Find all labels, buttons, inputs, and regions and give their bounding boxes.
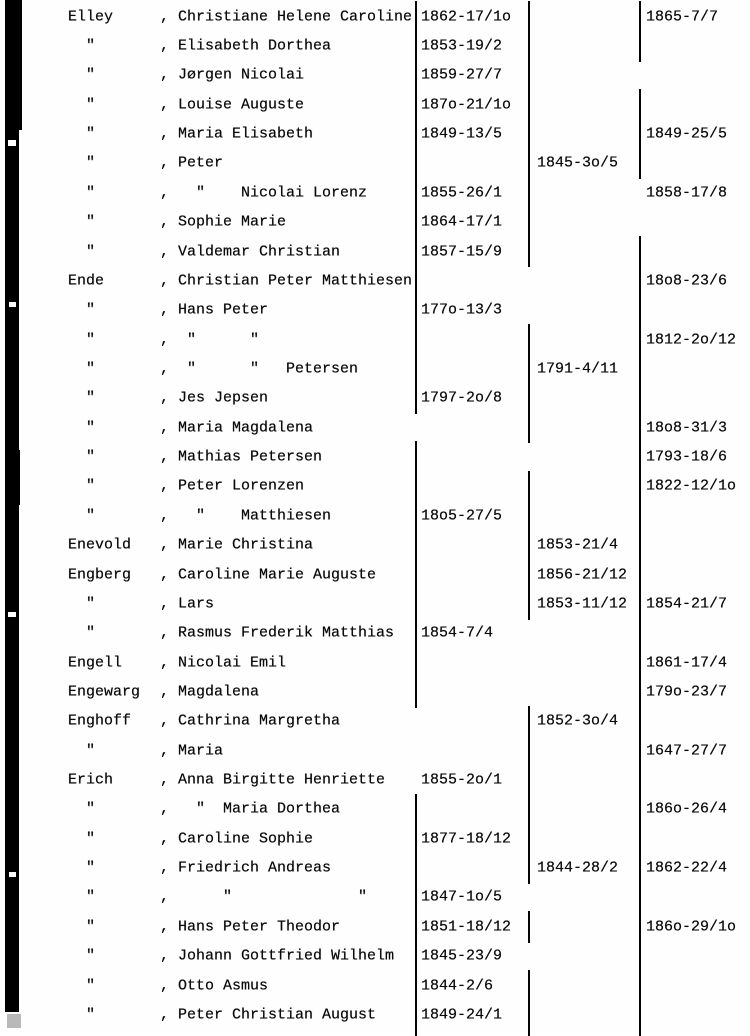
date-cell-3: 1822-12/1o xyxy=(646,477,737,495)
given-name-cell: , " " xyxy=(160,331,260,349)
column-divider xyxy=(639,647,641,678)
table-row xyxy=(0,912,750,941)
date-cell-2: 1852-3o/4 xyxy=(537,712,619,730)
column-divider xyxy=(528,794,530,825)
table-row xyxy=(0,501,750,530)
given-name-cell: , Sophie Marie xyxy=(160,213,287,231)
column-divider xyxy=(415,823,417,854)
given-name-cell: , Maria Magdalena xyxy=(160,419,314,437)
column-divider xyxy=(415,148,417,179)
column-divider xyxy=(528,764,530,795)
column-divider xyxy=(415,941,417,972)
date-cell-1: 177o-13/3 xyxy=(421,301,503,319)
surname-cell: Enevold xyxy=(68,536,132,554)
table-row xyxy=(0,149,750,178)
date-cell-1: 1851-18/12 xyxy=(421,918,512,936)
given-name-cell: , Peter Christian August xyxy=(160,1006,377,1024)
given-name-cell: , Jes Jepsen xyxy=(160,389,269,407)
column-divider xyxy=(639,559,641,590)
table-row xyxy=(0,971,750,1000)
table-row xyxy=(0,90,750,119)
column-divider xyxy=(639,118,641,149)
date-cell-1: 1877-18/12 xyxy=(421,830,512,848)
surname-cell: " xyxy=(68,125,96,143)
given-name-cell: , Elisabeth Dorthea xyxy=(160,37,332,55)
surname-cell: " xyxy=(68,66,96,84)
column-divider xyxy=(415,999,417,1030)
surname-cell: " xyxy=(68,96,96,114)
table-row xyxy=(0,589,750,618)
given-name-cell: , Magdalena xyxy=(160,683,260,701)
surname-cell: " xyxy=(68,37,96,55)
column-divider xyxy=(528,706,530,737)
table-row xyxy=(0,1000,750,1029)
surname-cell: " xyxy=(68,830,96,848)
column-divider xyxy=(639,911,641,942)
date-cell-3: 1812-2o/12 xyxy=(646,331,737,349)
column-divider xyxy=(639,265,641,296)
surname-cell: " xyxy=(68,507,96,525)
column-divider xyxy=(415,1,417,32)
table-row xyxy=(0,942,750,971)
column-divider xyxy=(639,383,641,414)
table-row xyxy=(0,1030,750,1035)
date-cell-3: 1647-27/7 xyxy=(646,742,728,760)
given-name-cell: , " Matthiesen xyxy=(160,507,332,525)
date-cell-2: 1853-11/12 xyxy=(537,595,628,613)
column-divider xyxy=(415,265,417,296)
column-divider xyxy=(415,852,417,883)
column-divider xyxy=(639,500,641,531)
surname-cell: " xyxy=(68,800,96,818)
table-row xyxy=(0,325,750,354)
column-divider xyxy=(639,823,641,854)
surname-cell: " xyxy=(68,947,96,965)
given-name-cell: , Johann Gottfried Wilhelm xyxy=(160,947,395,965)
surname-cell: " xyxy=(68,331,96,349)
column-divider xyxy=(528,970,530,1001)
given-name-cell: , Marie Christina xyxy=(160,536,314,554)
date-cell-1: 1845-23/9 xyxy=(421,947,503,965)
date-cell-1: 1854-7/4 xyxy=(421,624,494,642)
column-divider xyxy=(639,471,641,502)
given-name-cell: , " " Petersen xyxy=(160,360,359,378)
table-row xyxy=(0,384,750,413)
date-cell-1: 1864-17/1 xyxy=(421,213,503,231)
table-row xyxy=(0,677,750,706)
surname-cell: " xyxy=(68,918,96,936)
column-divider xyxy=(415,236,417,267)
date-cell-2: 1856-21/12 xyxy=(537,566,628,583)
given-name-cell: , " " xyxy=(160,888,368,906)
column-divider xyxy=(415,559,417,590)
column-divider xyxy=(415,794,417,825)
column-divider xyxy=(415,500,417,531)
column-divider xyxy=(639,794,641,825)
given-name-cell: , Mathias Petersen xyxy=(160,448,323,466)
column-divider xyxy=(415,353,417,384)
column-divider xyxy=(528,735,530,766)
column-divider xyxy=(415,60,417,91)
column-divider xyxy=(415,676,417,707)
given-name-cell: , Valdemar Christian xyxy=(160,243,341,261)
column-divider xyxy=(528,588,530,619)
surname-cell: " xyxy=(68,1006,96,1024)
column-divider xyxy=(639,529,641,560)
table-row xyxy=(0,530,750,559)
column-divider xyxy=(639,970,641,1001)
date-cell-2: 1853-21/4 xyxy=(537,536,619,554)
surname-cell: " xyxy=(68,154,96,172)
column-divider xyxy=(639,441,641,472)
column-divider xyxy=(415,882,417,913)
column-divider xyxy=(415,177,417,208)
column-divider xyxy=(415,529,417,560)
date-cell-1: 187o-21/1o xyxy=(421,96,512,114)
date-cell-2: 1845-3o/5 xyxy=(537,154,619,172)
table-row xyxy=(0,178,750,207)
column-divider xyxy=(528,60,530,91)
table-row xyxy=(0,2,750,31)
column-divider xyxy=(528,148,530,179)
surname-cell: " xyxy=(68,859,96,877)
given-name-cell: , Nicolai Emil xyxy=(160,654,287,672)
date-cell-3: 18o8-23/6 xyxy=(646,272,728,290)
surname-cell: " xyxy=(68,419,96,437)
column-divider xyxy=(639,941,641,972)
given-name-cell: , Hans Peter xyxy=(160,301,269,319)
column-divider xyxy=(415,1029,417,1036)
column-divider xyxy=(528,823,530,854)
date-cell-1: 1862-17/1o xyxy=(421,8,512,26)
given-name-cell: , Hans Peter Theodor xyxy=(160,918,341,936)
surname-cell: " xyxy=(68,448,96,466)
column-divider xyxy=(415,647,417,678)
column-divider xyxy=(528,30,530,61)
date-cell-1: 1857-15/9 xyxy=(421,243,503,261)
given-name-cell: , Peter Lorenzen xyxy=(160,477,305,495)
column-divider xyxy=(639,735,641,766)
date-cell-3: 186o-26/4 xyxy=(646,800,728,818)
date-cell-3: 186o-29/1o xyxy=(646,918,737,936)
date-cell-3: 1849-25/5 xyxy=(646,125,728,143)
date-cell-3: 1854-21/7 xyxy=(646,595,728,613)
column-divider xyxy=(415,588,417,619)
date-cell-1: 1844-2/6 xyxy=(421,977,494,995)
table-row xyxy=(0,266,750,295)
surname-cell: Enghoff xyxy=(68,712,132,730)
column-divider xyxy=(415,471,417,502)
given-name-cell: , Christiane Helene Caroline xyxy=(160,8,413,26)
column-divider xyxy=(415,89,417,120)
surname-cell: Elley xyxy=(68,8,114,26)
date-cell-3: 1862-22/4 xyxy=(646,859,728,877)
column-divider xyxy=(415,30,417,61)
table-row xyxy=(0,413,750,442)
surname-cell: Engberg xyxy=(68,566,132,583)
given-name-cell: , Christian Peter Matthiesen xyxy=(160,272,413,290)
column-divider xyxy=(528,1,530,32)
column-divider xyxy=(415,118,417,149)
column-divider xyxy=(528,383,530,414)
surname-cell: " xyxy=(68,213,96,231)
surname-cell: " xyxy=(68,888,96,906)
table-row xyxy=(0,31,750,60)
column-divider xyxy=(528,353,530,384)
table-row xyxy=(0,824,750,853)
given-name-cell: , Maria xyxy=(160,742,224,760)
column-divider xyxy=(639,676,641,707)
column-divider xyxy=(415,383,417,414)
column-divider xyxy=(639,852,641,883)
surname-cell: " xyxy=(68,301,96,319)
column-divider xyxy=(415,295,417,326)
index-table xyxy=(0,2,750,1032)
given-name-cell: , Louise Auguste xyxy=(160,96,305,114)
column-divider xyxy=(639,588,641,619)
column-divider xyxy=(528,999,530,1030)
date-cell-3: 1793-18/6 xyxy=(646,448,728,466)
date-cell-1: 1855-26/1 xyxy=(421,184,503,202)
surname-cell: Engewarg xyxy=(68,683,141,701)
date-cell-1: 1849-13/5 xyxy=(421,125,503,143)
column-divider xyxy=(528,118,530,149)
column-divider xyxy=(528,89,530,120)
column-divider xyxy=(415,911,417,942)
given-name-cell: , Anna Birgitte Henriette xyxy=(160,771,386,789)
column-divider xyxy=(639,89,641,120)
surname-cell: " xyxy=(68,389,96,407)
surname-cell: Engell xyxy=(68,654,123,672)
given-name-cell: , " Nicolai Lorenz xyxy=(160,184,368,202)
surname-cell: Erich xyxy=(68,771,114,789)
date-cell-1: 1859-27/7 xyxy=(421,66,503,84)
column-divider xyxy=(528,207,530,238)
surname-cell: " xyxy=(68,477,96,495)
column-divider xyxy=(639,999,641,1030)
surname-cell: " xyxy=(68,742,96,760)
table-row xyxy=(0,296,750,325)
given-name-cell: , Rasmus Frederik Matthias xyxy=(160,624,395,642)
date-cell-3: 18o8-31/3 xyxy=(646,419,728,437)
date-cell-1: 1853-19/2 xyxy=(421,37,503,55)
date-cell-3: 1865-7/7 xyxy=(646,8,719,26)
table-row xyxy=(0,853,750,882)
column-divider xyxy=(528,529,530,560)
given-name-cell: , " Maria Dorthea xyxy=(160,800,341,818)
table-row xyxy=(0,472,750,501)
column-divider xyxy=(639,30,641,61)
date-cell-2: 1791-4/11 xyxy=(537,360,619,378)
date-cell-2: 1844-28/2 xyxy=(537,859,619,877)
column-divider xyxy=(639,353,641,384)
given-name-cell: , Maria Elisabeth xyxy=(160,125,314,143)
table-row xyxy=(0,648,750,677)
column-divider xyxy=(528,852,530,883)
column-divider xyxy=(639,295,641,326)
column-divider xyxy=(639,882,641,913)
given-name-cell: , Otto Asmus xyxy=(160,977,269,995)
column-divider xyxy=(528,236,530,267)
column-divider xyxy=(528,1029,530,1036)
given-name-cell: , Caroline Sophie xyxy=(160,830,314,848)
column-divider xyxy=(528,471,530,502)
surname-cell: " xyxy=(68,624,96,642)
column-divider xyxy=(528,500,530,531)
surname-cell: " xyxy=(68,184,96,202)
table-row xyxy=(0,208,750,237)
surname-cell: " xyxy=(68,595,96,613)
date-cell-1: 1855-2o/1 xyxy=(421,771,503,789)
column-divider xyxy=(639,1029,641,1036)
table-row xyxy=(0,619,750,648)
table-row xyxy=(0,736,750,765)
column-divider xyxy=(639,412,641,443)
table-row xyxy=(0,560,750,589)
table-row xyxy=(0,119,750,148)
date-cell-3: 1858-17/8 xyxy=(646,184,728,202)
table-row xyxy=(0,354,750,383)
date-cell-1: 1847-1o/5 xyxy=(421,888,503,906)
surname-cell: " xyxy=(68,977,96,995)
column-divider xyxy=(415,324,417,355)
column-divider xyxy=(639,764,641,795)
given-name-cell: , Cathrina Margretha xyxy=(160,712,341,730)
column-divider xyxy=(415,970,417,1001)
column-divider xyxy=(639,148,641,179)
given-name-cell: , Caroline Marie Auguste xyxy=(160,566,377,583)
column-divider xyxy=(528,324,530,355)
column-divider xyxy=(415,618,417,649)
surname-cell: " xyxy=(68,243,96,261)
table-row xyxy=(0,795,750,824)
surname-cell: " xyxy=(68,360,96,378)
date-cell-1: 1797-2o/8 xyxy=(421,389,503,407)
column-divider xyxy=(639,324,641,355)
surname-cell: Ende xyxy=(68,272,105,290)
column-divider xyxy=(415,207,417,238)
given-name-cell: , Peter xyxy=(160,154,224,172)
table-row xyxy=(0,442,750,471)
table-row xyxy=(0,883,750,912)
column-divider xyxy=(528,559,530,590)
date-cell-3: 1861-17/4 xyxy=(646,654,728,672)
column-divider xyxy=(639,1,641,32)
table-row xyxy=(0,237,750,266)
date-cell-3: 179o-23/7 xyxy=(646,683,728,701)
column-divider xyxy=(528,911,530,942)
column-divider xyxy=(639,706,641,737)
table-row xyxy=(0,707,750,736)
table-row xyxy=(0,61,750,90)
column-divider xyxy=(415,441,417,472)
given-name-cell: , Jørgen Nicolai xyxy=(160,66,305,84)
column-divider xyxy=(639,236,641,267)
given-name-cell: , Lars xyxy=(160,595,215,613)
table-row xyxy=(0,765,750,794)
column-divider xyxy=(639,618,641,649)
given-name-cell: , Friedrich Andreas xyxy=(160,859,332,877)
date-cell-1: 1849-24/1 xyxy=(421,1006,503,1024)
column-divider xyxy=(528,412,530,443)
column-divider xyxy=(528,177,530,208)
date-cell-1: 18o5-27/5 xyxy=(421,507,503,525)
